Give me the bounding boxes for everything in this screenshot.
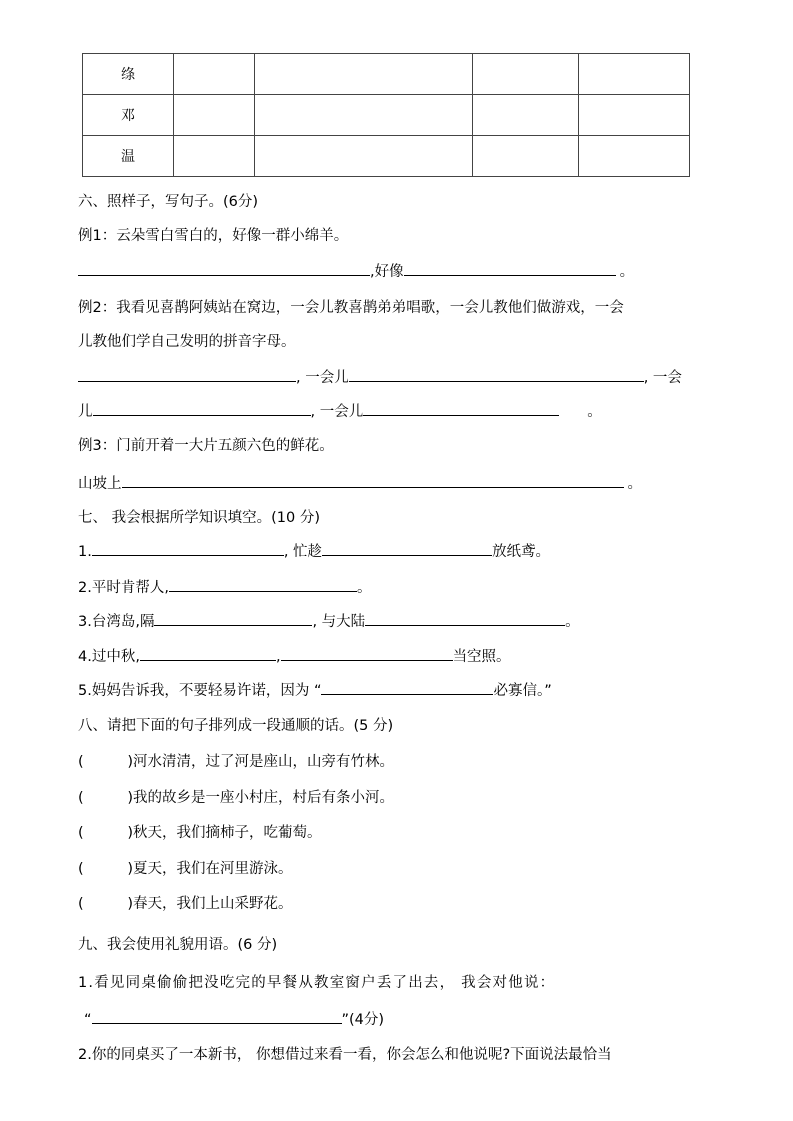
order-blank[interactable]: ( ) [78,754,133,770]
table-row [83,54,690,95]
table-cell-blank[interactable] [579,95,690,136]
order-item [78,892,293,913]
answer-blank[interactable] [93,401,311,416]
table-cell-blank[interactable] [174,136,255,177]
fill-text: 。 [587,404,602,420]
example-2-line-2: 儿教他们学自己发明的拼音字母。 [78,334,296,350]
answer-blank[interactable] [404,261,616,276]
fill-text: 。 [565,614,580,630]
order-item [78,857,293,878]
fill-text: 放纸鸢。 [492,544,551,560]
table-cell-char: 邓 [83,95,174,136]
section-9-title: 九、我会使用礼貌用语。(6 分) [78,937,278,953]
fill-text: , 一会儿 [296,370,349,386]
table-cell-blank[interactable] [473,54,579,95]
table-cell-blank[interactable] [579,54,690,95]
fill-text: 。 [619,264,635,280]
section-9-q1-answer [84,1008,384,1029]
answer-blank[interactable] [365,611,565,626]
fill-text: 。 [627,476,642,492]
order-item [78,786,394,807]
example-3: 例3：门前开着一大片五颜六色的鲜花。 [78,438,334,454]
section-7-q1 [78,540,550,561]
order-sentence: 河水清清，过了河是座山，山旁有竹林。 [133,754,394,770]
order-sentence: 春天，我们上山采野花。 [133,896,293,912]
fill-text: “ [84,1012,92,1028]
section-7-q3 [78,610,580,631]
fill-text: ”(4分) [341,1012,385,1028]
table-cell-blank[interactable] [473,95,579,136]
order-sentence: 秋天，我们摘柿子，吃葡萄。 [133,825,322,841]
fill-text: 必寡信。” [493,683,552,699]
table-cell-blank[interactable] [255,95,473,136]
order-blank[interactable]: ( ) [78,861,133,877]
table-cell-char: 温 [83,136,174,177]
fill-text: 4.过中秋, [78,649,140,665]
fill-text: , [275,649,281,665]
answer-blank[interactable] [169,577,357,592]
fill-line-2a [78,366,682,387]
fill-text: ,好像 [370,264,404,280]
order-item [78,750,394,771]
answer-blank[interactable] [349,367,644,382]
answer-blank[interactable] [122,473,624,488]
order-blank[interactable]: ( ) [78,790,133,806]
fill-text: 当空照。 [452,649,511,665]
fill-text: , 一会儿 [310,404,364,420]
answer-blank[interactable] [281,646,453,661]
table-row [83,95,690,136]
fill-text: 儿 [78,404,93,420]
table-cell-blank[interactable] [473,136,579,177]
section-7-q5 [78,679,552,700]
table-cell-blank[interactable] [255,136,473,177]
answer-blank[interactable] [92,1009,342,1024]
order-sentence: 我的故乡是一座小村庄，村后有条小河。 [133,790,394,806]
fill-text: 3.台湾岛,隔 [78,614,155,630]
order-sentence: 夏天，我们在河里游泳。 [133,861,293,877]
section-9-q1-line-1: 1.看见同桌偷偷把没吃完的早餐从教室窗户丢了出去， 我会对他说： [78,975,556,991]
fill-text: 1. [78,544,92,560]
fill-text: , 忙趁 [283,544,323,560]
answer-blank[interactable] [322,541,492,556]
table-cell-blank[interactable] [174,95,255,136]
order-blank[interactable]: ( ) [78,896,133,912]
table-cell-blank[interactable] [255,54,473,95]
section-7-title: 七、 我会根据所学知识填空。(10 分) [78,510,320,526]
fill-line-3 [78,472,642,493]
answer-blank[interactable] [78,261,370,276]
table-cell-blank[interactable] [579,136,690,177]
answer-blank[interactable] [140,646,276,661]
order-item [78,821,322,842]
section-8-title: 八、请把下面的句子排列成一段通顺的话。(5 分) [78,718,394,734]
table-cell-blank[interactable] [174,54,255,95]
section-7-q4 [78,645,511,666]
fill-text: 。 [356,580,372,596]
fill-text: 山坡上 [78,476,122,492]
answer-blank[interactable] [363,401,559,416]
table-cell-char: 绦 [83,54,174,95]
fill-text: 5.妈妈告诉我，不要轻易许诺，因为 “ [78,683,322,699]
answer-blank[interactable] [78,367,296,382]
fill-text: , 一会 [643,370,682,386]
fill-text: , 与大陆 [312,614,366,630]
fill-line-1 [78,260,634,281]
fill-line-2b [78,400,602,421]
answer-blank[interactable] [154,611,312,626]
fill-text: 2.平时肯帮人, [78,580,169,596]
character-table [82,53,690,177]
section-7-q2 [78,576,371,597]
section-6-title: 六、照样子，写句子。(6分) [78,194,259,210]
answer-blank[interactable] [92,541,284,556]
example-2-line-1: 例2：我看见喜鹊阿姨站在窝边，一会儿教喜鹊弟弟唱歌，一会儿教他们做游戏，一会 [78,300,624,316]
order-blank[interactable]: ( ) [78,825,133,841]
section-9-q2-line-1: 2.你的同桌买了一本新书， 你想借过来看一看，你会怎么和他说呢?下面说法最恰当 [78,1047,612,1063]
table-row [83,136,690,177]
example-1: 例1：云朵雪白雪白的，好像一群小绵羊。 [78,228,349,244]
answer-blank[interactable] [321,680,493,695]
